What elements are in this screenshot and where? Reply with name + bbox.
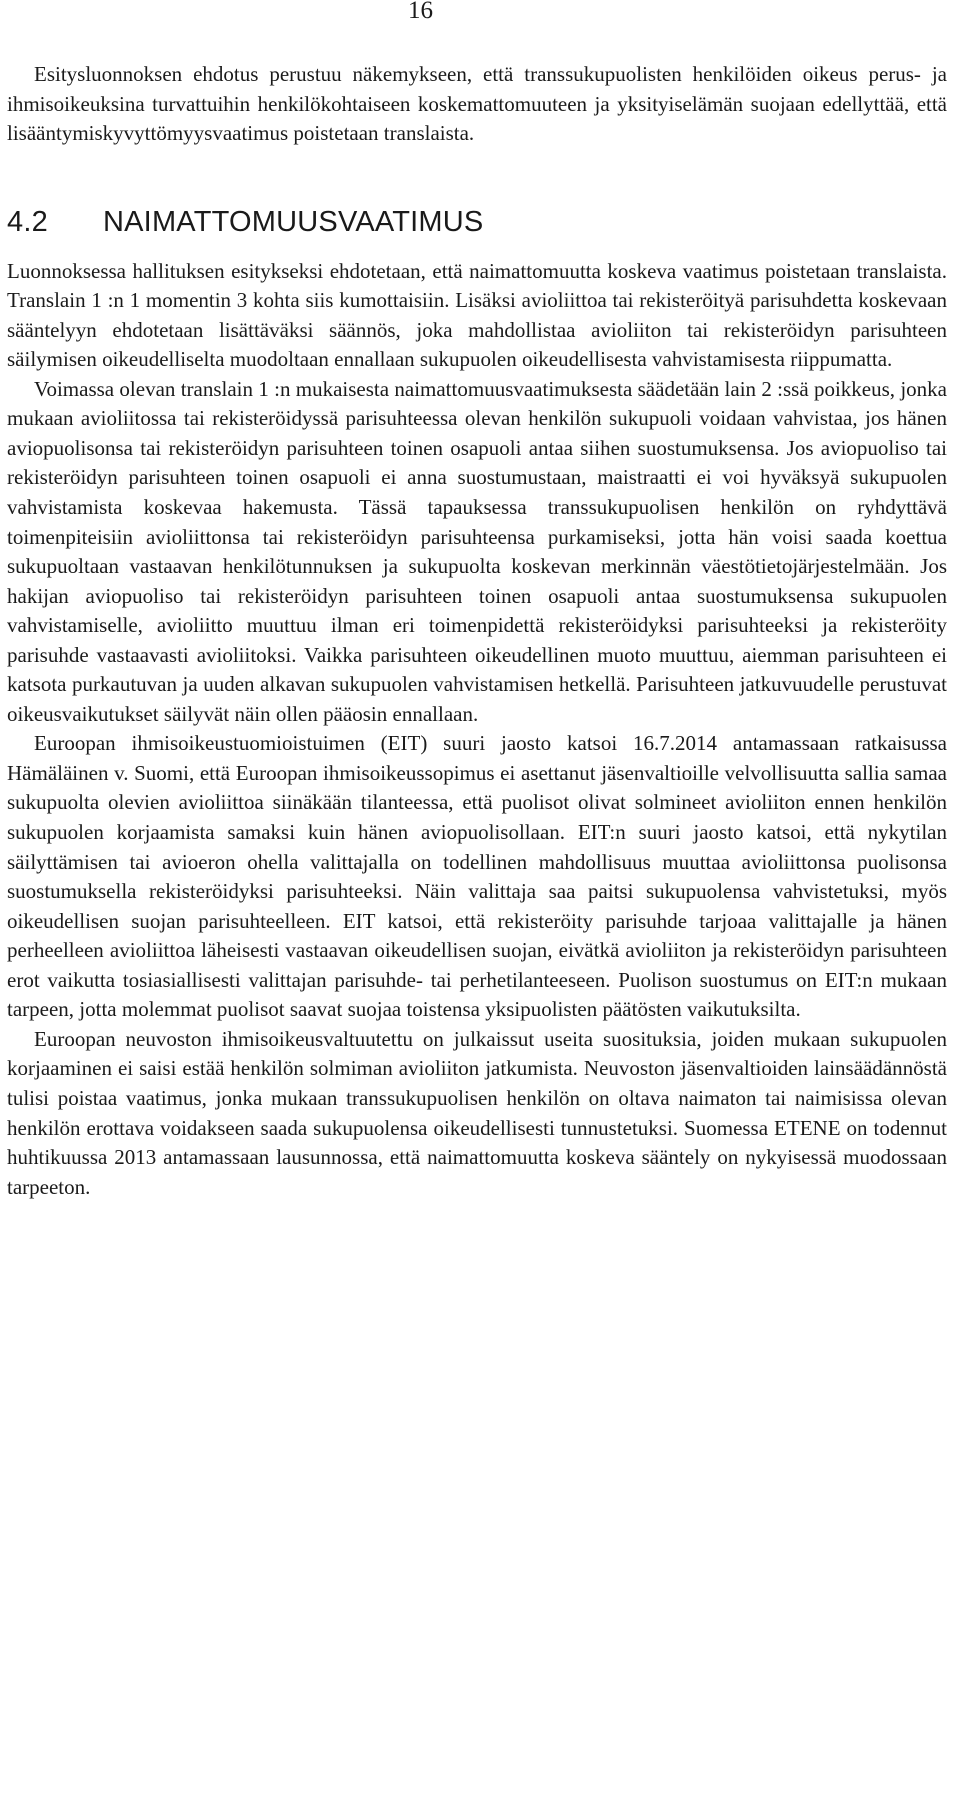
paragraph: Euroopan ihmisoikeustuomioistuimen (EIT) suuri jaosto katsoi 16.7.2014 antamassaan ratkaisussa Hämäläinen v. Suomi, että Euroopan ihmisoikeussopimus ei asettanut jäsenvaltioille velvollisuutta sallia samaa sukupuolta olevien avioliittoa siinäkään tilanteessa, että puolisot olivat solmineet avioliiton ennen henkilön sukupuolen korjaamista samaksi kuin hänen aviopuolisollaan. EIT:n suuri jaosto katsoi, että nykytilan säilyttämisen tai avioeron ohella valittajalla on todellinen mahdollisuus muuttaa avioliittonsa puolisonsa suostumuksella rekisteröidyksi parisuhteeksi. Näin valittaja saa paitsi sukupuolensa vahvistetuksi, myös oikeudellisen suojan parisuhteelleen. EIT katsoi, että rekisteröity parisuhde tarjoaa valittajalle ja hänen perheelleen avioliittoa läheisesti vastaavan oikeudellisen suojan, eivätkä avioliiton ja rekisteröidyn parisuhteen erot vaikutta tosiasiallisesti valittajan parisuhde- tai perhetilanteeseen. Puolison suostumus on EIT:n mukaan tarpeen, jotta molemmat puolisot saavat suojaa toistensa yksipuolisten päätösten vaikutuksilta.	[7, 731, 947, 1022]
paragraph: Luonnoksessa hallituksen esitykseksi ehdotetaan, että naimattomuutta koskeva vaatimus poistetaan translaista. Translain 1 :n 1 momentin 3 kohta siis kumottaisiin. Lisäksi avioliittoa tai rekisteröityä parisuhdetta koskevaan sääntelyyn ehdotetaan lisättäväksi säännös, joka mahdollistaa avioliiton tai rekisteröidyn parisuhteen säilymisen oikeudelliselta muodoltaan ennallaan sukupuolen oikeudellisesta vahvistamisesta riippumatta.	[7, 258, 947, 372]
intro-paragraph: Esitysluonnoksen ehdotus perustuu näkemykseen, että transsukupuolisten henkilöiden oikeus perus- ja ihmisoikeuksina turvattuihin henkilökohtaiseen koskemattomuuteen ja yksityiselämän suojaan edellyttää, että lisääntymiskyvyttömyysvaatimus poistetaan translaista.	[7, 62, 947, 146]
section-title: NAIMATTOMUUSVAATIMUS	[103, 205, 484, 238]
paragraph: Voimassa olevan translain 1 :n mukaisesta naimattomuusvaatimuksesta säädetään lain 2 :ssä poikkeus, jonka mukaan avioliitossa tai rekisteröidyssä parisuhteessa olevan henkilön sukupuoli voidaan vahvistaa, jos hänen aviopuolisonsa tai rekisteröidyn parisuhteen toinen osapuoli antaa siihen suostumuksensa. Jos aviopuoliso tai rekisteröidyn parisuhteen toinen osapuoli ei anna suostumustaan, maistraatti ei voi hyväksyä sukupuolen vahvistamista koskevaa hakemusta. Tässä tapauksessa transsukupuolisen henkilön on ryhdyttävä toimenpiteisiin avioliittonsa tai rekisteröidyn parisuhteensa purkamiseksi, jotta hän voisi saada koettua sukupuoltaan vastaavan henkilötunnuksen ja sukupuolta koskevan merkinnän väestötietojärjestelmään. Jos hakijan aviopuoliso tai rekisteröidyn parisuhteen toinen osapuoli antaa suostumuksensa sukupuolen vahvistamiselle, avioliitto muuttuu ilman eri toimenpidettä rekisteröidyksi parisuhteeksi ja rekisteröity parisuhde vastaavasti avioliitoksi. Vaikka parisuhteen oikeudellinen muoto muuttuu, aiemman parisuhteen ei katsota purkautuvan ja uuden alkavan sukupuolen vahvistamisen hetkellä. Parisuhteen jatkuvuudelle perustuvat oikeusvaikutukset säilyvät näin ollen pääosin ennallaan.	[7, 376, 947, 726]
document-body	[7, 60, 947, 1202]
paragraph: Euroopan neuvoston ihmisoikeusvaltuutettu on julkaissut useita suosituksia, joiden mukaan sukupuolen korjaaminen ei saisi estää henkilön solmiman avioliiton jatkumista. Neuvoston jäsenvaltioiden lainsäädännöstä tulisi poistaa vaatimus, jonka mukaan transsukupuolisen henkilön on oltava naimaton tai naimisissa olevan henkilön erottava voidakseen saada sukupuolensa oikeudellisesti tunnustetuksi. Suomessa ETENE on todennut huhtikuussa 2013 antamassaan lausunnossa, että naimattomuutta koskeva sääntely on nykyisessä muodossaan tarpeeton.	[7, 1026, 947, 1199]
section-number: 4.2	[7, 205, 48, 238]
page-number: 16	[408, 0, 433, 24]
section-heading	[7, 204, 947, 240]
